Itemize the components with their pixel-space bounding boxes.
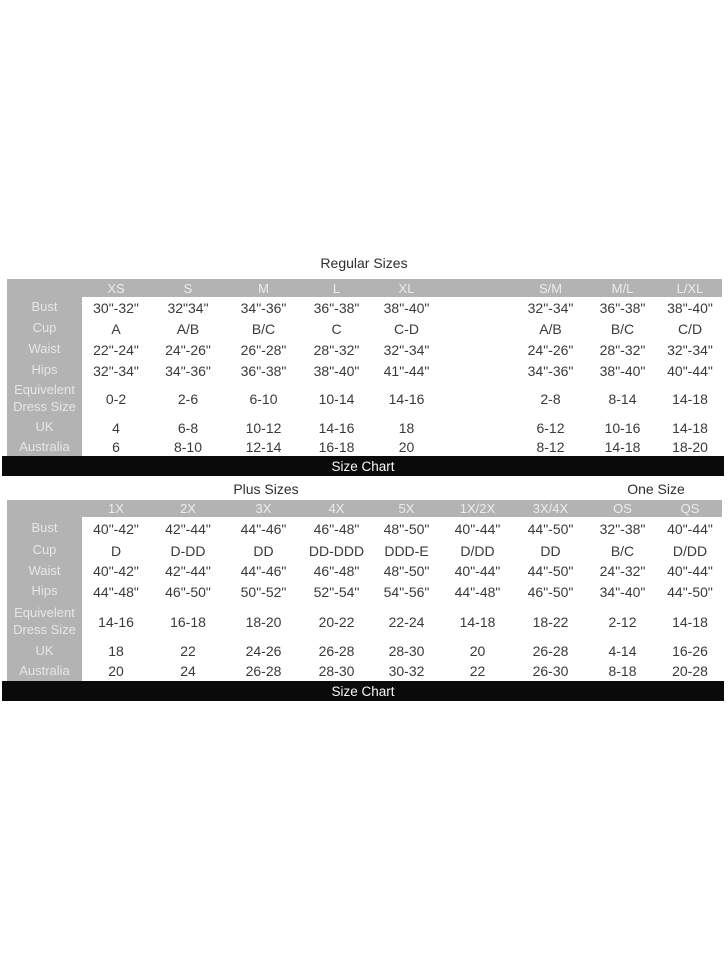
table-cell: A/B	[539, 320, 562, 337]
table-cell: 40"-42"	[93, 563, 139, 579]
table-cell: C	[331, 320, 342, 337]
table-cell: 52"-54"	[313, 583, 360, 600]
table-cell: 54"-56"	[383, 583, 430, 600]
table-cell: A/B	[176, 320, 200, 337]
column-header: 1X	[82, 500, 150, 517]
table-cell: 28"-32"	[313, 341, 360, 358]
table-cell: 34"-36"	[527, 362, 574, 379]
table-cell: 2-6	[177, 391, 199, 407]
table-cell: 40"-44"	[454, 520, 501, 537]
table-cell: 20	[108, 663, 124, 679]
table-cell: 41"-44"	[383, 362, 430, 379]
table-cell: C/D	[677, 320, 703, 337]
table-cell: 44"-50"	[667, 583, 713, 600]
table-cell: 18-22	[532, 613, 569, 630]
table-cell: 26-28	[532, 643, 569, 659]
table-cell: 46"-48"	[313, 520, 360, 537]
table-cell: 38"-40"	[383, 299, 430, 316]
table-cell: 16-18	[318, 439, 355, 455]
column-header: 5X	[372, 500, 441, 517]
table-cell: 14-16	[318, 419, 355, 436]
column-header: 1X/2X	[441, 500, 514, 517]
table-cell: 4-14	[608, 643, 637, 659]
table-cell: 28-30	[388, 643, 425, 659]
table-cell: B/C	[610, 320, 635, 337]
table-corner-cell	[7, 500, 82, 517]
table-cell: 30"-32"	[93, 299, 139, 316]
table-cell: 14-16	[388, 391, 425, 407]
column-header: L/XL	[658, 279, 722, 297]
table-cell: 32"-34"	[93, 362, 139, 379]
table-cell: A	[111, 320, 121, 337]
row-label: Waist	[7, 561, 82, 581]
table-cell: 12-14	[245, 439, 282, 455]
row-label: UK	[7, 641, 82, 661]
table-cell: 48"-50"	[383, 563, 430, 579]
column-header: 2X	[150, 500, 226, 517]
table-cell: 20-22	[318, 613, 355, 630]
regular-sizes-table	[7, 279, 722, 456]
table-cell: DD	[540, 542, 561, 559]
row-label: UK	[7, 417, 82, 438]
column-header: XL	[372, 279, 441, 297]
row-label: Australia	[7, 661, 82, 681]
table-cell: 32"-34"	[527, 299, 574, 316]
table-cell: 32"34"	[167, 299, 209, 316]
table-cell: 14-18	[672, 613, 708, 630]
table-cell: 50"-52"	[240, 583, 287, 600]
table-cell: 8-10	[173, 439, 203, 455]
table-cell	[441, 297, 514, 318]
table-cell: 34"-36"	[165, 362, 211, 379]
column-header: L	[301, 279, 372, 297]
table-cell: 8-12	[536, 439, 565, 455]
column-header: OS	[587, 500, 658, 517]
table-cell: 26-28	[318, 643, 355, 659]
column-header: S/M	[514, 279, 587, 297]
table-cell	[441, 417, 514, 438]
table-cell: 14-18	[672, 391, 708, 407]
plus-sizes-title: Plus Sizes	[233, 481, 299, 497]
table-cell: 32"-38"	[599, 520, 646, 537]
table-cell: 18-20	[672, 439, 708, 455]
table-cell: 46"-48"	[313, 563, 360, 579]
table-cell: B/C	[251, 320, 276, 337]
table-cell: 36"-38"	[599, 299, 646, 316]
column-header: M/L	[587, 279, 658, 297]
table-cell: 44"-50"	[527, 520, 574, 537]
table-cell: 22-24	[388, 613, 425, 630]
row-label: Hips	[7, 581, 82, 602]
table-cell: 6-8	[177, 419, 199, 436]
table-cell: 24-26	[245, 643, 282, 659]
table-cell	[441, 318, 514, 339]
regular-sizes-title: Regular Sizes	[320, 255, 408, 271]
column-header: S	[150, 279, 226, 297]
table-cell: 10-16	[604, 419, 641, 436]
table-cell	[441, 339, 514, 360]
table-cell: 40"-42"	[93, 520, 139, 537]
column-header: 3X/4X	[514, 500, 587, 517]
table-cell: 14-18	[604, 439, 641, 455]
column-header: M	[226, 279, 301, 297]
table-cell: 22	[469, 663, 486, 679]
table-cell: 16-18	[170, 613, 206, 630]
table-cell: 34"-40"	[599, 583, 646, 600]
table-cell: 26-28	[245, 663, 282, 679]
table-cell: DDD-E	[384, 542, 429, 559]
table-cell: 40"-44"	[667, 520, 713, 537]
table-cell: 18-20	[245, 613, 282, 630]
table-cell: 28-30	[318, 663, 355, 679]
table-cell: D	[110, 542, 122, 559]
one-size-title: One Size	[627, 481, 685, 497]
table-cell: 2-8	[540, 391, 561, 407]
row-label: Bust	[7, 297, 82, 318]
table-cell: D-DD	[170, 542, 206, 559]
table-cell: 10-14	[318, 391, 355, 407]
table-cell: 22	[180, 643, 196, 659]
table-cell: 16-26	[672, 643, 708, 659]
size-chart-bar: Size Chart	[2, 456, 724, 476]
table-cell: 44"-46"	[240, 520, 287, 537]
table-cell	[441, 438, 514, 456]
table-cell: 38"-40"	[667, 299, 713, 316]
table-cell: 34"-36"	[240, 299, 287, 316]
table-cell: C-D	[394, 320, 419, 337]
table-cell: 42"-44"	[165, 563, 211, 579]
table-cell: 26-30	[532, 663, 569, 679]
table-cell	[441, 360, 514, 381]
table-cell: 20	[398, 439, 415, 455]
column-header	[441, 279, 514, 297]
row-label: Waist	[7, 339, 82, 360]
table-cell: 44"-48"	[454, 583, 501, 600]
row-label: Cup	[7, 540, 82, 561]
table-cell: 42"-44"	[165, 520, 211, 537]
table-cell: 32"-34"	[383, 341, 430, 358]
table-cell: 24"-26"	[165, 341, 211, 358]
table-cell: 18	[398, 419, 415, 436]
table-cell: 18	[108, 643, 124, 659]
table-cell: 2-12	[608, 613, 637, 630]
table-cell: 44"-50"	[527, 563, 574, 579]
table-cell: 36"-38"	[240, 362, 287, 379]
table-cell: D/DD	[672, 542, 708, 559]
row-label: Equivelent Dress Size	[7, 381, 82, 417]
table-cell: DD	[253, 542, 274, 559]
table-cell: 4	[112, 419, 120, 436]
table-cell: 10-12	[245, 419, 282, 436]
plus-sizes-table	[7, 500, 722, 681]
table-cell: 44"-48"	[93, 583, 139, 600]
table-cell: 38"-40"	[599, 362, 646, 379]
table-cell: 24"-32"	[599, 563, 646, 579]
table-cell: 14-18	[672, 419, 708, 436]
row-label: Hips	[7, 360, 82, 381]
table-cell: 22"-24"	[93, 341, 139, 358]
table-cell: 40"-44"	[454, 563, 501, 579]
table-cell: 36"-38"	[313, 299, 360, 316]
table-cell: 6-10	[249, 391, 278, 407]
table-cell	[441, 381, 514, 417]
table-cell: 40"-44"	[667, 362, 713, 379]
table-cell: 0-2	[105, 391, 127, 407]
table-cell: 28"-32"	[599, 341, 646, 358]
row-label: Cup	[7, 318, 82, 339]
table-cell: 30-32	[388, 663, 425, 679]
table-cell: 8-18	[608, 663, 637, 679]
table-cell: 6-12	[536, 419, 565, 436]
row-label: Equivelent Dress Size	[7, 602, 82, 641]
column-header: XS	[82, 279, 150, 297]
table-cell: B/C	[610, 542, 635, 559]
table-cell: 24	[180, 663, 196, 679]
row-label: Bust	[7, 517, 82, 540]
table-cell: 26"-28"	[240, 341, 287, 358]
table-cell: D/DD	[460, 542, 495, 559]
table-cell: 38"-40"	[313, 362, 360, 379]
table-cell: 46"-50"	[527, 583, 574, 600]
table-cell: 48"-50"	[383, 520, 430, 537]
table-cell: 6	[112, 439, 120, 455]
table-cell: 14-18	[459, 613, 496, 630]
table-cell: 8-14	[608, 391, 637, 407]
table-cell: 14-16	[98, 613, 134, 630]
column-header: 4X	[301, 500, 372, 517]
table-cell: 44"-46"	[240, 563, 287, 579]
table-cell: DD-DDD	[308, 542, 365, 559]
column-header: 3X	[226, 500, 301, 517]
size-chart-bar: Size Chart	[2, 681, 724, 701]
table-cell: 20-28	[672, 663, 708, 679]
table-cell: 24"-26"	[527, 341, 574, 358]
table-corner-cell	[7, 279, 82, 297]
table-cell: 20	[469, 643, 486, 659]
table-cell: 40"-44"	[667, 563, 713, 579]
column-header: QS	[658, 500, 722, 517]
row-label: Australia	[7, 438, 82, 456]
table-cell: 32"-34"	[667, 341, 713, 358]
table-cell: 46"-50"	[165, 583, 211, 600]
